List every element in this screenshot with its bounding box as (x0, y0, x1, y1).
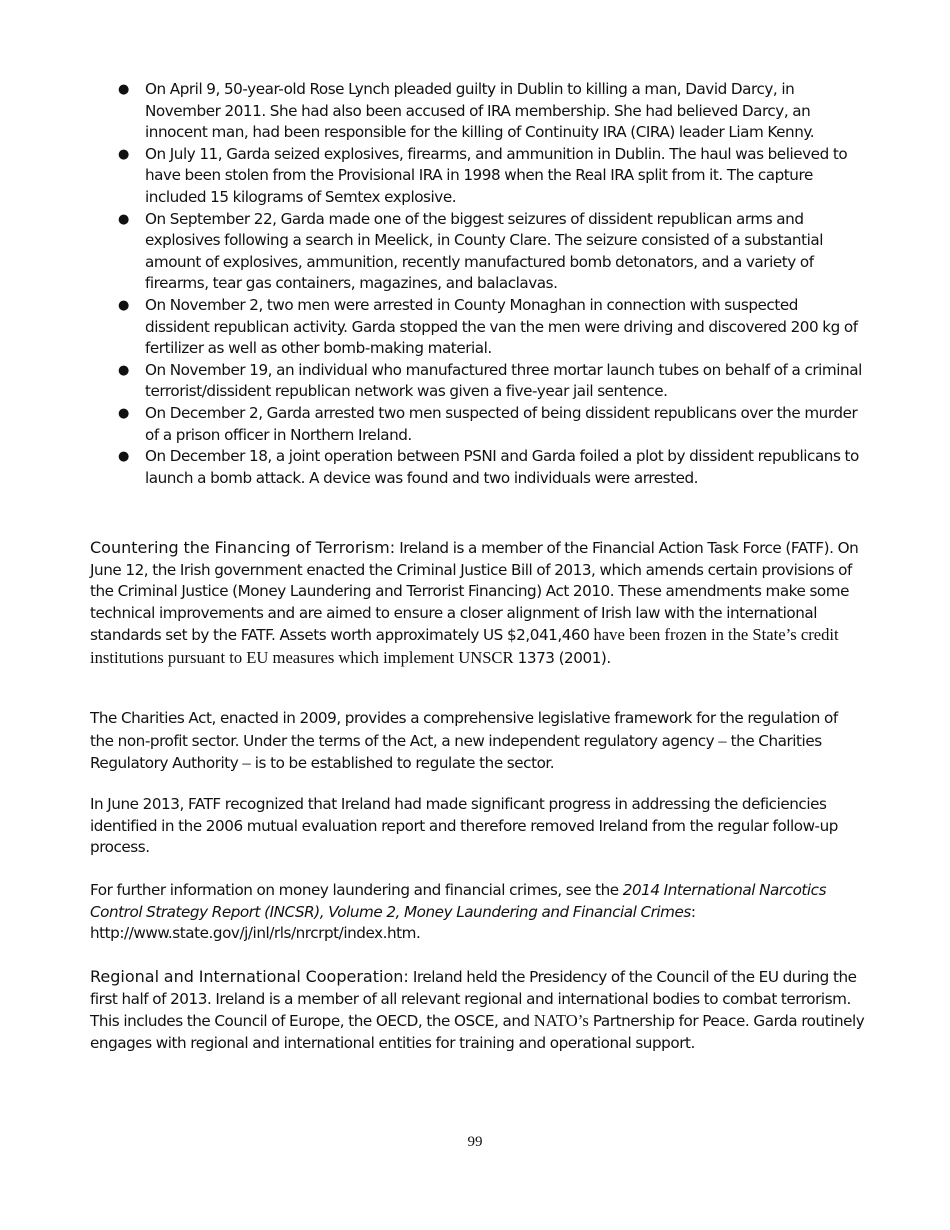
bullet-icon: ● (118, 82, 129, 97)
charities-text: The Charities Act, enacted in 2009, provides a comprehensive legislative framework for the regulation of the non-profit sector. Under the terms of the Act, a new independent regulatory agency (90, 709, 838, 750)
cooperation-paragraph (90, 966, 865, 1054)
report-title: 2014 International Narcotics Control Strategy Report (INCSR), Volume 2, Money Laundering and Financial Crimes (90, 881, 827, 921)
further-info-link-text: : http://www.state.gov/j/inl/rls/nrcrpt/index.htm. (90, 902, 696, 943)
cooperation-heading: Regional and International Cooperation: (90, 967, 409, 986)
financing-text-end: 1373 (2001). (513, 648, 611, 667)
list-item-text: On November 19, an individual who manufactured three mortar launch tubes on behalf of a criminal terrorist/dissident republican network was given a five-year jail sentence. (145, 360, 862, 401)
list-item-text: On July 11, Garda seized explosives, firearms, and ammunition in Dublin. The haul was believed to have been stolen from the Provisional IRA in 1998 when the Real IRA split from it. The capture included 15 kilograms of Semtex explosive. (145, 144, 848, 206)
bullet-icon: ● (118, 362, 129, 378)
list-item (118, 403, 865, 446)
bullet-icon: ● (118, 211, 129, 227)
bullet-icon: ● (118, 146, 129, 162)
financing-serif-text: have been frozen in the State’s credit institutions pursuant to EU measures which implement UNSCR (90, 625, 839, 667)
bullet-icon: ● (118, 449, 129, 465)
list-item (118, 79, 865, 144)
bullet-icon: ● (118, 405, 129, 421)
list-item (118, 360, 865, 403)
list-item (118, 295, 865, 360)
cooperation-text-end: Partnership for Peace. Garda routinely engages with regional and international entities for training and operational support. (90, 1012, 865, 1052)
financing-text: Ireland is a member of the Financial Action Task Force (FATF). On June 12, the Irish government enacted the Criminal Justice Bill of 2013, which amends certain provisions of the Criminal Justice (Money Laundering and Terrorist Financing) Act 2010. These amendments make some technical improvements and are aimed to ensure a closer alignment of Irish law with the international standards set by the FATF. Assets worth approximately US $2,041,460 (90, 539, 859, 645)
further-info-text: For further information on money laundering and financial crimes, see the (90, 881, 623, 899)
list-item-text: On September 22, Garda made one of the biggest seizures of dissident republican arms and explosives following a search in Meelick, in County Clare. The seizure consisted of a substantial amount of explosives, ammunition, recently manufactured bomb detonators, and a variety of firearms, tear gas containers, magazines, and balaclavas. (145, 209, 824, 293)
charities-dash: – (242, 753, 251, 773)
charities-paragraph (90, 708, 865, 775)
list-item-text: On April 9, 50-year-old Rose Lynch pleaded guilty in Dublin to killing a man, David Darcy, in November 2011. She had also been accused of IRA membership. She had believed Darcy, an innocent man, had been responsible for the killing of Continuity IRA (CIRA) leader Liam Kenny. (145, 80, 815, 142)
list-item (118, 209, 865, 295)
financing-paragraph (90, 537, 865, 670)
fatf-progress-paragraph: In June 2013, FATF recognized that Ireland had made significant progress in addressing the deficiencies identified in the 2006 mutual evaluation report and therefore removed Ireland from the regular follow-up process. (90, 795, 838, 857)
charities-dash: – (718, 730, 727, 750)
list-item (118, 144, 865, 209)
list-item (118, 446, 865, 489)
incident-bullet-list (118, 79, 865, 489)
cooperation-serif-text: NATO’s (533, 1011, 589, 1031)
cooperation-text: Ireland held the Presidency of the Council of the EU during the first half of 2013. Ireland is a member of all relevant regional and international bodies to combat terrorism. This includes the Council of Europe, the OECD, the OSCE, and (90, 968, 857, 1031)
list-item-text: On December 18, a joint operation between PSNI and Garda foiled a plot by dissident republicans to launch a bomb attack. A device was found and two individuals were arrested. (145, 447, 859, 487)
charities-text-middle: the Charities Regulatory Authority (90, 731, 822, 773)
financing-heading: Countering the Financing of Terrorism: (90, 538, 396, 557)
list-item-text: On December 2, Garda arrested two men suspected of being dissident republicans over the murder of a prison officer in Northern Ireland. (145, 403, 858, 444)
bullet-icon: ● (118, 297, 129, 313)
page-number: 99 (467, 1134, 483, 1150)
charities-text-end: is to be established to regulate the sector. (250, 754, 555, 773)
list-item-text: On November 2, two men were arrested in County Monaghan in connection with suspected dissident republican activity. Garda stopped the van the men were driving and discovered 200 kg of fertilizer as well as other bomb-making material. (145, 295, 858, 358)
further-info-paragraph (90, 880, 865, 945)
